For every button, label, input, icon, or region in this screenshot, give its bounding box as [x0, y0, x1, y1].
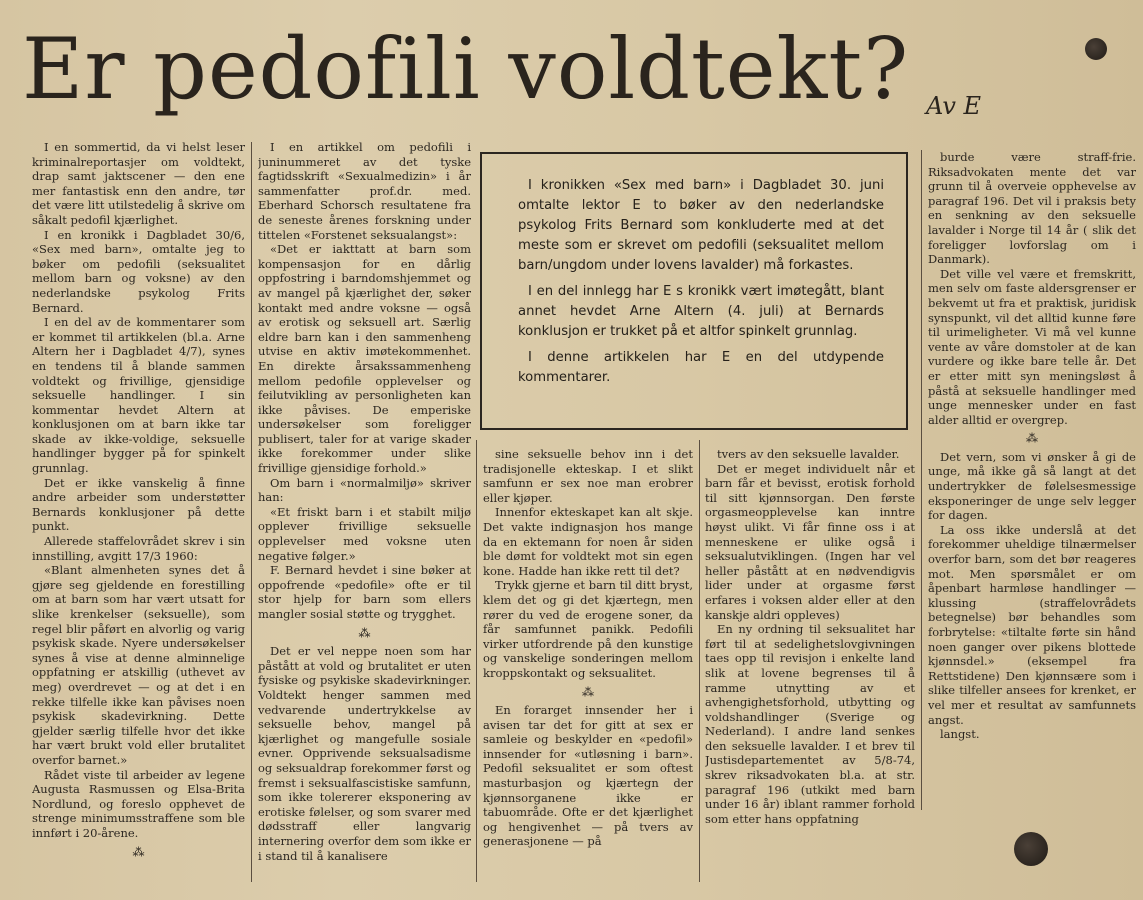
column-rule — [251, 142, 252, 882]
section-separator: ⁂ — [582, 684, 594, 699]
section-separator: ⁂ — [1026, 431, 1038, 446]
column-rule — [699, 440, 700, 882]
ingress-paragraph: I en del innlegg har E s kronikk vært imøtegått, blant annet hevdet Arne Altern (4. juli) at Bernards konklusjon er trukket på et altfor spinkelt grunnlag. — [518, 284, 884, 339]
paragraph: Det er vel neppe noen som har påstått at vold og brutalitet er uten fysiske og psykiske skadevirkninger. Voldtekt henger sammen med vedvarende undertrykkelse av seksuelle behov, mangel på kjærlighet og mangefulle sosiale evner. Opprivende seksualsadisme og seksualdrap forekommer først og fremst i seksualfascistiske samfunn, som ikke tolererer eksponering av erotiske følelser, og som svarer med dødsstraff eller langvarig internering overfor dem som ikke er i stand til å kanalisere — [258, 644, 471, 863]
paragraph: I en artikkel om pedofili i juninummeret av det tyske fagtidsskrift «Sexualmedizin» i år sammenfatter prof.dr. med. Eberhard Schorsch resultatene fra de seneste årenes forskning under tittelen «Forstenet seksualangst»: — [258, 140, 471, 242]
paragraph: En ny ordning til seksualitet har ført til at sedelighetslovgivningen taes opp til revisjon i enkelte land slik at lovene begrenses til å ramme utnytting av et avhengighetsforhold, utbytting og voldshandlinger (Sverige og Nederland). I andre land senkes den seksuelle lavalder. I et brev til Justisdepartementet av 5/8-74, skrev riksadvokaten bl.a. at str. paragraf 196 (utkikt med barn under 16 år) iblant rammer forhold som etter hans oppfatning — [705, 622, 915, 826]
paragraph: I en kronikk i Dagbladet 30/6, «Sex med barn», omtalte jeg to bøker om pedofili (seksualitet mellom barn og voksne) av den nederlandske psykolog Frits Bernard. — [32, 227, 245, 315]
text-column-2 — [258, 140, 471, 885]
paragraph: Det er ikke vanskelig å finne andre arbeider som understøtter Bernards konklusjoner på dette punkt. — [32, 475, 245, 534]
text-column-1 — [32, 140, 245, 885]
paragraph: Det vern, som vi ønsker å gi de unge, må ikke gå så langt at det undertrykker de følelsesmessige eksponeringer de unge selv legger for dagen. — [928, 449, 1136, 523]
paragraph: Allerede staffelovrådet skrev i sin innstilling, avgitt 17/3 1960: — [32, 534, 245, 563]
paragraph: Trykk gjerne et barn til ditt bryst, klem det og gi det kjærtegn, men rører du ved de erogene soner, da får samfunnet panikk. Pedofili virker utfordrende på den kunstige og vanskelige sonderingen mellom kroppskontakt og seksualitet. — [483, 578, 693, 680]
paragraph: La oss ikke underslå at det forekommer uheldige tilnærmelser overfor barn, som det bør reageres mot. Men spørsmålet er om åpenbart harmløse handlinger — klussing (straffelovrådets betegnelse) bør behandles som forbrytelse: «tiltalte førte sin hånd noen ganger over pikens blottede kjønnsdel.» (eksempel fra Rettstidene) Den kjønnsære som i slike tilfeller ansees for krenket, er vel mer et resultat av samfunnets angst. — [928, 522, 1136, 727]
paragraph: I en del av de kommentarer som er kommet til artikkelen (bl.a. Arne Altern her i Dagbladet 4/7), synes en tendens til å blande sammen voldtekt og frivillige, gjensidige seksuelle handlinger. I sin kommentar hevdet Altern at konklusjonen om at barn ikke tar skade av ikke-voldige, seksuelle handlinger bygger på for spinkelt grunnlag. — [32, 315, 245, 476]
paragraph: Det ville vel være et fremskritt, men selv om faste aldersgrenser er bekvemt ut fra et praktisk, juridisk synspunkt, vil det alltid kunne føre til urimeligheter. Vi må vel kunne vente av våre domstoler at de kan vurdere og ikke bare telle år. Det er etter mitt syn meningsløst å påstå at seksuelle handlinger med unge mennesker under en fast alder alltid er overgrep. — [928, 266, 1136, 427]
paragraph: burde være straff-frie. Riksadvokaten mente det var grunn til å overveie opphevelse av paragraf 196. Det vil i praksis bety en senkning av den seksuelle lavalder i Norge til 14 år ( slik det foreligger lovforslag om i Danmark). — [928, 150, 1136, 267]
punch-hole-top — [1085, 38, 1107, 60]
punch-hole-bottom — [1014, 832, 1048, 866]
paragraph: I en sommertid, da vi helst leser kriminalreportasjer om voldtekt, drap samt jaktscener — den ene mer fantastisk enn den andre, tør det være litt utilstedelig å skrive om såkalt pedofil kjærlighet. — [32, 140, 245, 227]
paragraph: «Blant almenheten synes det å gjøre seg gjeldende en forestilling om at barn som har vært utsatt for slike krenkelser (seksuelle), som regel blir påført en alvorlig og varig psykisk skade. Nyere undersøkelser synes å vise at denne alminnelige oppfatning er atskillig (uthevet av meg) overdrevet — og at det i en rekke tilfelle ikke kan påvises noen psykisk skadevirkning. Dette gjelder særlig tilfelle hvor det ikke har vært brukt vold eller brutalitet overfor barnet.» — [32, 563, 245, 767]
paragraph: «Det er iakttatt at barn som kompensasjon for en dårlig oppfostring i barndomshjemmet og av mangel på kjærlighet der, søker kontakt med andre voksne — også av erotisk og seksuell art. Særlig eldre barn kan i den sammenheng utvise en aktiv imøtekommenhet. En direkte årsakssammenheng mellom pedofile opplevelser og feilutvikling av personligheten kan ikke påvises. De emperiske undersøkelser som foreligger publisert, taler for at varige skader ikke forekommer under slike frivillige gjensidige forhold.» — [258, 242, 471, 476]
paragraph: Det er meget individuelt når et barn får et bevisst, erotisk forhold til sitt kjønnsorgan. Den første orgasmeopplevelse kan inntre høyst ulikt. Vi får finne oss i at menneskene er ulike også i seksualutviklingen. (Ingen har vel heller påstått at en nødvendigvis lider under at orgasme først erfares i voksen alder eller at den kanskje aldri oppleves) — [705, 461, 915, 622]
section-separator: ⁂ — [132, 844, 145, 859]
text-column-3 — [483, 447, 693, 887]
paragraph: tvers av den seksuelle lavalder. — [717, 447, 900, 461]
ingress-paragraph: I denne artikkelen har E en del utdypende kommentarer. — [518, 350, 884, 385]
byline: Av E — [926, 92, 982, 120]
paragraph: Rådet viste til arbeider av legene Augusta Rasmussen og Elsa-Brita Nordlund, og foreslo opphevet de strenge minimumsstraffene som ble innført i 20-årene. — [32, 767, 245, 840]
paragraph: «Et friskt barn i et stabilt miljø opplever frivillige seksuelle opplevelser med voksne uten negative følger.» — [258, 504, 471, 563]
paragraph: Om barn i «normalmiljø» skriver han: — [258, 475, 471, 505]
headline: Er pedofili voldtekt? — [22, 20, 910, 118]
paragraph: Innenfor ekteskapet kan alt skje. Det vakte indignasjon hos mange da en ektemann for noen år siden ble dømt for voldtekt mot sin egen kone. Hadde han ikke rett til det? — [483, 505, 693, 578]
paragraph: langst. — [940, 727, 980, 742]
paragraph: F. Bernard hevdet i sine bøker at oppofrende «pedofile» ofte er til stor hjelp for barn som ellers mangler sosial støtte og trygghet. — [258, 563, 471, 621]
column-rule — [476, 440, 477, 882]
paragraph: sine seksuelle behov inn i det tradisjonelle ekteskap. I et slikt samfunn er sex noe man erobrer eller kjøper. — [483, 447, 693, 505]
text-column-4 — [705, 447, 915, 887]
column-rule — [921, 150, 922, 810]
ingress-box — [480, 152, 908, 430]
text-column-5 — [928, 150, 1136, 810]
paragraph: En forarget innsender her i avisen tar det for gitt at sex er samleie og beskylder en «pedofil» innsender for «utløsning i barn». Pedofil seksualitet er som oftest masturbasjon og kjærtegn der kjønnsorganene ikke er tabuområde. Ofte er det kjærlighet og hengivenhet — på tvers av generasjonene — på — [483, 703, 693, 849]
section-separator: ⁂ — [358, 625, 371, 640]
ingress-paragraph: I kronikken «Sex med barn» i Dagbladet 30. juni omtalte lektor E to bøker av den nederlandske psykolog Frits Bernard som konkluderte med at det meste som er skrevet om pedofili (seksualitet mellom barn/ungdom under lovens lavalder) må forkastes. — [518, 178, 884, 273]
